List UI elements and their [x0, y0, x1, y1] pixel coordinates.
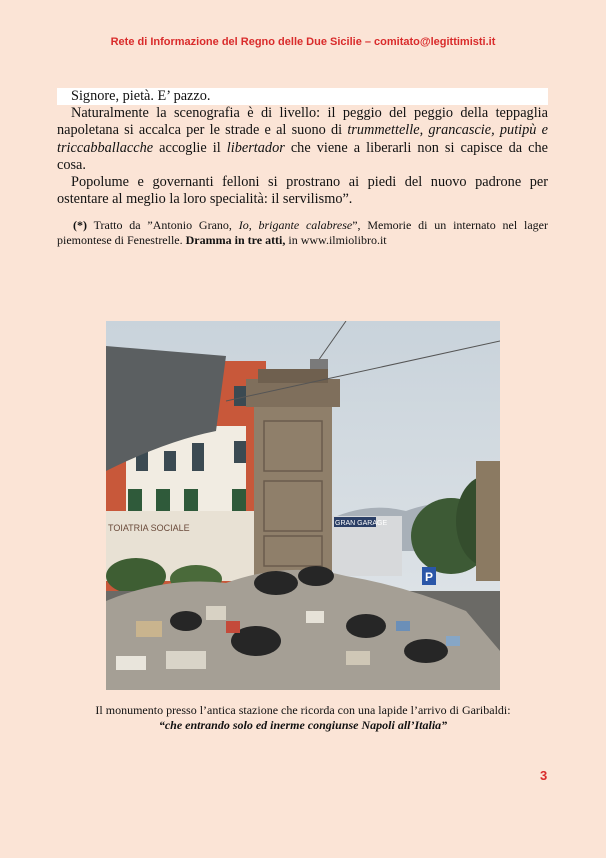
- footnote-book-title: Io, brigante calabrese: [238, 218, 353, 232]
- paragraph-2: [57, 105, 548, 174]
- sign-right: GRAN GARAGE: [335, 520, 388, 527]
- paragraph-2-italic-libertador: libertador: [226, 139, 285, 156]
- right-building: [476, 461, 500, 581]
- monument-photo: [106, 321, 500, 690]
- footnote-text-a: Tratto da ”Antonio Grano,: [87, 218, 239, 232]
- sign-left: TOIATRIA SOCIALE: [108, 523, 190, 533]
- paragraph-2-text-c: accoglie il: [153, 139, 227, 156]
- footnote-text-c: ”, Memorie di un internato nel lager piemontese di Fenestrelle.: [57, 218, 548, 247]
- paragraph-1: Signore, pietà. E’ pazzo.: [57, 88, 548, 105]
- paragraph-3: Popolume e governanti felloni si prostrano ai piedi del nuovo padrone per ostentare al meglio la loro specialità: il servilismo”.: [57, 174, 548, 208]
- page-header: Rete di Informazione del Regno delle Due Sicilie – comitato@legittimisti.it: [110, 36, 496, 48]
- page-number: 3: [540, 768, 548, 783]
- parking-sign: P: [425, 570, 434, 584]
- caption-line-1: Il monumento presso l’antica stazione che ricorda con una lapide l’arrivo di Garibaldi:: [95, 703, 511, 717]
- paragraph-2-text-e: che viene a liberarli non si capisce da che cosa.: [57, 139, 548, 173]
- monument-capital: [246, 379, 340, 407]
- footnote-text-e: in www.ilmiolibro.it: [285, 233, 387, 247]
- footnote-bold-subtitle: Dramma in tre atti,: [185, 233, 286, 247]
- caption-quote: “che entrando solo ed inerme congiunse Napoli all’Italia”: [158, 718, 448, 732]
- footnote: [57, 218, 548, 248]
- photo-caption: [0, 703, 606, 733]
- paragraph-2-text-a: Naturalmente la scenografia è di livello: il peggio del peggio della teppaglia napoletana si accalca per le strade e al suono di: [57, 105, 548, 139]
- body-text: [57, 88, 548, 208]
- footnote-marker: (*): [73, 218, 87, 232]
- monument-column: [254, 401, 332, 576]
- street-lamp: [310, 359, 328, 369]
- paragraph-2-italic-instruments: trummettelle, grancascie, putipù e triccabballacche: [57, 122, 548, 156]
- photo-illustration: [106, 321, 500, 690]
